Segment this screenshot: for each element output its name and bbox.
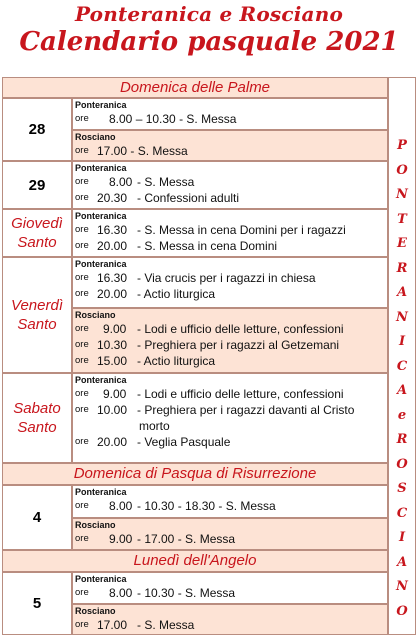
ore-label: ore xyxy=(75,272,89,283)
title-line-2: Calendario pasquale 2021 xyxy=(19,27,399,57)
event-text: - Preghiera per i ragazzi al Getzemani xyxy=(137,338,340,352)
side-letter: R xyxy=(396,432,408,447)
day-29: 29 xyxy=(2,161,72,209)
side-letter: E xyxy=(397,236,407,251)
group-5-rosciano xyxy=(72,604,388,635)
place-label: Rosciano xyxy=(75,606,116,616)
event-row xyxy=(73,111,387,127)
event-time: 9.00 xyxy=(103,322,127,336)
group-sabato-ponteranica xyxy=(72,373,388,463)
side-letter: S xyxy=(397,481,407,496)
side-letter: O xyxy=(396,456,408,472)
place-label: Ponteranica xyxy=(75,259,127,269)
side-letter: N xyxy=(396,187,408,202)
event-row xyxy=(73,386,387,402)
place-label: Ponteranica xyxy=(75,163,127,173)
day-giovedi-santo: Giovedì Santo xyxy=(2,209,72,257)
group-28-ponteranica xyxy=(72,98,388,130)
side-letter: A xyxy=(396,383,408,398)
ore-label: ore xyxy=(75,288,89,299)
event-row xyxy=(73,617,387,633)
event-text: - Actio liturgica xyxy=(137,354,216,368)
event-text: - S. Messa xyxy=(179,112,237,126)
event-time: 20.00 xyxy=(97,287,128,301)
event-time: 16.30 xyxy=(97,223,128,237)
side-letter: O xyxy=(396,162,408,178)
side-letter: A xyxy=(396,285,408,300)
place-label: Rosciano xyxy=(75,132,116,142)
place-label: Rosciano xyxy=(75,520,116,530)
event-text: - Veglia Pasquale xyxy=(137,435,231,449)
event-row xyxy=(73,402,387,418)
side-letter: N xyxy=(396,309,408,325)
event-row xyxy=(73,337,387,353)
event-row xyxy=(73,143,387,159)
ore-label: ore xyxy=(75,224,89,235)
side-letter: e xyxy=(397,407,407,423)
event-text: - Actio liturgica xyxy=(137,287,216,301)
event-row xyxy=(73,531,387,547)
event-text: - Lodi e ufficio delle letture, confessioni xyxy=(137,322,344,336)
ore-label: ore xyxy=(75,192,89,203)
group-4-rosciano xyxy=(72,518,388,550)
group-4-ponteranica xyxy=(72,485,388,518)
event-time: 20.30 xyxy=(97,191,128,205)
event-text: - Via crucis per i ragazzi in chiesa xyxy=(137,271,316,285)
event-text: - Confessioni adulti xyxy=(137,191,240,205)
title-line-1: Ponteranica e Rosciano xyxy=(74,2,343,26)
group-5-ponteranica xyxy=(72,572,388,604)
side-letter: R xyxy=(396,260,408,276)
event-row xyxy=(73,286,387,302)
ore-label: ore xyxy=(75,404,89,415)
group-28-rosciano xyxy=(72,130,388,161)
event-text: - S. Messa xyxy=(137,175,195,189)
group-venerdi-rosciano xyxy=(72,308,388,373)
event-time: 20.00 xyxy=(97,435,128,449)
ore-label: ore xyxy=(75,145,89,156)
event-text-continued: morto xyxy=(139,419,170,433)
ore-label: ore xyxy=(75,587,89,598)
event-time: 15.00 xyxy=(97,354,128,368)
side-letter: A xyxy=(396,554,408,570)
event-row xyxy=(73,498,387,514)
ore-label: ore xyxy=(75,323,89,334)
event-text: - S. Messa xyxy=(137,618,195,632)
ore-label: ore xyxy=(75,388,89,399)
event-row xyxy=(73,270,387,286)
event-row xyxy=(73,434,387,450)
header-pasqua: Domenica di Pasqua di Risurrezione xyxy=(2,463,388,485)
event-row xyxy=(73,585,387,601)
event-text: - S. Messa in cena Domini per i ragazzi xyxy=(137,223,346,237)
event-text: - Preghiera per i ragazzi davanti al Cristo xyxy=(137,403,355,417)
event-row xyxy=(73,238,387,254)
ore-label: ore xyxy=(75,176,89,187)
place-label: Ponteranica xyxy=(75,574,127,584)
side-letter: T xyxy=(397,211,407,227)
event-time: 16.30 xyxy=(97,271,128,285)
event-time: 17.00 xyxy=(97,144,128,158)
event-time: 8.00 – 10.30 xyxy=(109,112,176,126)
side-letter: N xyxy=(396,579,408,594)
group-venerdi-ponteranica xyxy=(72,257,388,308)
event-text: - Lodi e ufficio delle letture, confessioni xyxy=(137,387,344,401)
group-giovedi-ponteranica xyxy=(72,209,388,257)
day-venerdi-santo: Venerdì Santo xyxy=(2,257,72,373)
event-text: - S. Messa xyxy=(130,144,188,158)
header-angelo: Lunedì dell'Angelo xyxy=(2,550,388,572)
ore-label: ore xyxy=(75,113,89,124)
event-row xyxy=(73,174,387,190)
ore-label: ore xyxy=(75,240,89,251)
event-time: 17.00 xyxy=(97,618,128,632)
header-palme: Domenica delle Palme xyxy=(2,77,388,98)
side-letter: O xyxy=(396,603,408,619)
event-time: 9.00 xyxy=(103,387,127,401)
day-5: 5 xyxy=(2,572,72,635)
event-time: 8.00 xyxy=(109,586,133,600)
place-label: Ponteranica xyxy=(75,211,127,221)
event-time: 8.00 xyxy=(109,175,133,189)
ore-label: ore xyxy=(75,355,89,366)
event-text: - 10.30 - 18.30 - S. Messa xyxy=(137,499,276,513)
event-text: - 17.00 - S. Messa xyxy=(137,532,236,546)
event-time: 8.00 xyxy=(109,499,133,513)
event-row xyxy=(73,222,387,238)
side-letter: C xyxy=(396,358,408,374)
place-label: Ponteranica xyxy=(75,375,127,385)
group-29-ponteranica xyxy=(72,161,388,209)
day-28: 28 xyxy=(2,98,72,161)
event-row xyxy=(73,321,387,337)
place-label: Ponteranica xyxy=(75,100,127,110)
event-time: 9.00 xyxy=(109,532,133,546)
event-row xyxy=(73,353,387,369)
day-4: 4 xyxy=(2,485,72,550)
side-letter: P xyxy=(397,138,407,153)
ore-label: ore xyxy=(75,436,89,447)
place-label: Ponteranica xyxy=(75,487,127,497)
side-letter: I xyxy=(398,334,406,349)
event-text: - S. Messa in cena Domini xyxy=(137,239,278,253)
calendar-table xyxy=(2,77,416,635)
event-time: 20.00 xyxy=(97,239,128,253)
ore-label: ore xyxy=(75,339,89,350)
place-label: Rosciano xyxy=(75,310,116,320)
ore-label: ore xyxy=(75,500,89,511)
ore-label: ore xyxy=(75,619,89,630)
ore-label: ore xyxy=(75,533,89,544)
event-text: - 10.30 - S. Messa xyxy=(137,586,236,600)
event-row xyxy=(73,190,387,206)
day-sabato-santo: Sabato Santo xyxy=(2,373,72,463)
side-vertical-text xyxy=(388,77,416,635)
event-time: 10.00 xyxy=(97,403,128,417)
event-time: 10.30 xyxy=(97,338,128,352)
side-letter: C xyxy=(396,505,408,521)
side-letter: I xyxy=(398,530,406,545)
